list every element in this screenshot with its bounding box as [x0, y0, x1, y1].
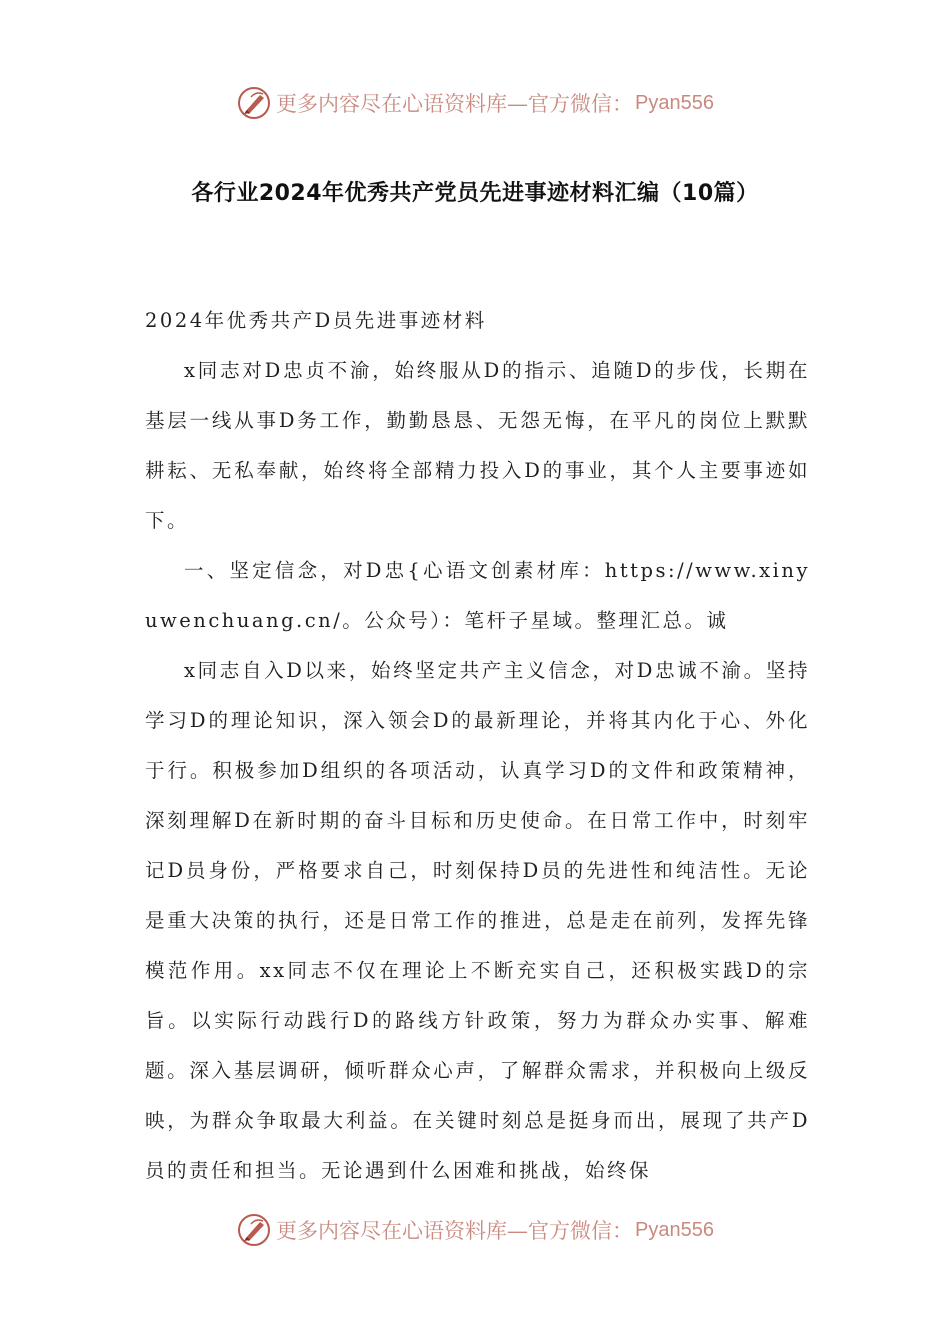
- document-body: [145, 296, 810, 1196]
- watermark-wechat-id: Pyan556: [635, 1218, 714, 1241]
- subsection-heading: 一、坚定信念，对D忠{心语文创素材库：https://www.xinyuwenchuang.cn/。公众号）：笔杆子星域。整理汇总。诚: [145, 559, 810, 632]
- watermark-wechat-id: Pyan556: [635, 91, 714, 114]
- watermark-text: 更多内容尽在心语资料库—官方微信：: [276, 92, 634, 116]
- quill-pen-logo-icon: [236, 85, 272, 121]
- body-paragraph: x同志对D忠贞不渝，始终服从D的指示、追随D的步伐，长期在基层一线从事D务工作，勤勤恳恳、无怨无悔，在平凡的岗位上默默耕耘、无私奉献，始终将全部精力投入D的事业，其个人主要事迹如下。: [145, 359, 810, 532]
- watermark-banner-bottom: [0, 1210, 950, 1250]
- section-heading: 2024年优秀共产D员先进事迹材料: [145, 309, 487, 332]
- watermark-banner-top: [0, 83, 950, 123]
- body-paragraph: x同志自入D以来，始终坚定共产主义信念，对D忠诚不渝。坚持学习D的理论知识，深入领会D的最新理论，并将其内化于心、外化于行。积极参加D组织的各项活动，认真学习D的文件和政策精神，深刻理解D在新时期的奋斗目标和历史使命。在日常工作中，时刻牢记D员身份，严格要求自己，时刻保持D员的先进性和纯洁性。无论是重大决策的执行，还是日常工作的推进，总是走在前列，发挥先锋模范作用。xx同志不仅在理论上不断充实自己，还积极实践D的宗旨。以实际行动践行D的路线方针政策，努力为群众办实事、解难题。深入基层调研，倾听群众心声，了解群众需求，并积极向上级反映，为群众争取最大利益。在关键时刻总是挺身而出，展现了共产D员的责任和担当。无论遇到什么困难和挑战，始终保: [145, 659, 810, 1182]
- quill-pen-logo-icon: [236, 1212, 272, 1248]
- document-title: 各行业2024年优秀共产党员先进事迹材料汇编（10篇）: [191, 181, 759, 206]
- watermark-text: 更多内容尽在心语资料库—官方微信：: [276, 1219, 634, 1243]
